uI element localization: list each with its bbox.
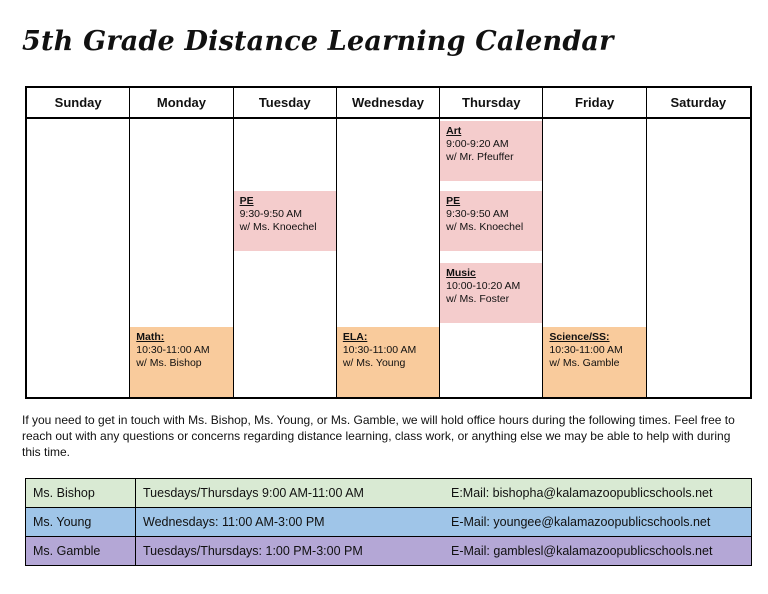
- teacher-hours: Tuesdays/Thursdays: 1:00 PM-3:00 PM: [136, 537, 431, 566]
- event-thursday-music[interactable]: [440, 263, 542, 323]
- day-header-thursday: Thursday: [440, 88, 543, 117]
- day-header-tuesday: Tuesday: [234, 88, 337, 117]
- event-time: 10:00-10:20 AM: [446, 280, 521, 292]
- page-title: 5th Grade Distance Learning Calendar: [22, 26, 614, 57]
- day-column-friday: [543, 119, 646, 397]
- calendar-grid: [25, 86, 752, 399]
- teacher-hours: Tuesdays/Thursdays 9:00 AM-11:00 AM: [136, 479, 431, 508]
- day-header-sunday: Sunday: [27, 88, 130, 117]
- day-column-thursday: [440, 119, 543, 397]
- day-column-sunday: [27, 119, 130, 397]
- day-column-wednesday: [337, 119, 440, 397]
- teacher-email-cell: [430, 537, 752, 566]
- office-hours-row-gamble: [26, 537, 752, 566]
- event-name: Music: [446, 267, 476, 279]
- event-time: 9:00-9:20 AM: [446, 138, 509, 150]
- day-column-saturday: [647, 119, 750, 397]
- event-teacher: w/ Ms. Knoechel: [446, 221, 524, 233]
- event-name: PE: [446, 195, 461, 207]
- event-time: 10:30-11:00 AM: [342, 344, 417, 356]
- event-time: 10:30-11:00 AM: [549, 344, 623, 356]
- teacher-name: Ms. Young: [26, 508, 136, 537]
- office-hours-row-young: [26, 508, 752, 537]
- event-name: PE: [239, 195, 254, 207]
- teacher-email-cell: [430, 479, 752, 508]
- event-time: 10:30-11:00 AM: [136, 344, 210, 356]
- teacher-hours: Wednesdays: 11:00 AM-3:00 PM: [136, 508, 431, 537]
- teacher-email[interactable]: E:Mail: bishopha@kalamazoopublicschools.net: [451, 486, 713, 500]
- calendar-body: [27, 119, 750, 397]
- event-friday-science[interactable]: [543, 327, 645, 397]
- day-header-saturday: Saturday: [670, 95, 727, 110]
- event-teacher: w/ Ms. Young: [342, 357, 406, 369]
- event-monday-math[interactable]: [130, 327, 232, 397]
- event-teacher: w/ Ms. Bishop: [136, 357, 202, 369]
- teacher-email-cell: [430, 508, 752, 537]
- day-header-wednesday: Wednesday: [337, 88, 440, 117]
- event-name: Art: [446, 125, 462, 137]
- office-hours-row-bishop: [26, 479, 752, 508]
- office-hours-note: If you need to get in touch with Ms. Bishop, Ms. Young, or Ms. Gamble, we will hold office hours during the following times. Feel free to reach out with any questions or concerns regarding distance learning, class work, or anything else we may be able to help with during this time.: [22, 413, 735, 459]
- event-teacher: w/ Ms. Gamble: [549, 357, 620, 369]
- event-thursday-pe[interactable]: [440, 191, 542, 251]
- day-header-monday: Monday: [130, 88, 233, 117]
- event-teacher: w/ Mr. Pfeuffer: [446, 151, 514, 163]
- day-column-monday: [130, 119, 233, 397]
- teacher-name: Ms. Gamble: [26, 537, 136, 566]
- teacher-email[interactable]: E-Mail: gamblesl@kalamazoopublicschools.net: [451, 544, 713, 558]
- event-tuesday-pe[interactable]: [234, 191, 336, 251]
- teacher-email[interactable]: E-Mail: youngee@kalamazoopublicschools.net: [451, 515, 711, 529]
- calendar-header-row: [27, 88, 750, 119]
- event-teacher: w/ Ms. Knoechel: [239, 221, 317, 233]
- event-time: 9:30-9:50 AM: [446, 208, 509, 220]
- event-name: Math:: [136, 331, 165, 343]
- day-column-tuesday: [234, 119, 337, 397]
- event-thursday-art[interactable]: [440, 121, 542, 181]
- event-name: ELA:: [342, 331, 368, 343]
- office-hours-table: [25, 478, 752, 566]
- event-time: 9:30-9:50 AM: [239, 208, 303, 220]
- event-wednesday-ela[interactable]: [337, 327, 439, 397]
- teacher-name: Ms. Bishop: [26, 479, 136, 508]
- day-header-friday: Friday: [543, 88, 646, 117]
- event-teacher: w/ Ms. Foster: [446, 293, 510, 305]
- event-name: Science/SS:: [549, 331, 610, 343]
